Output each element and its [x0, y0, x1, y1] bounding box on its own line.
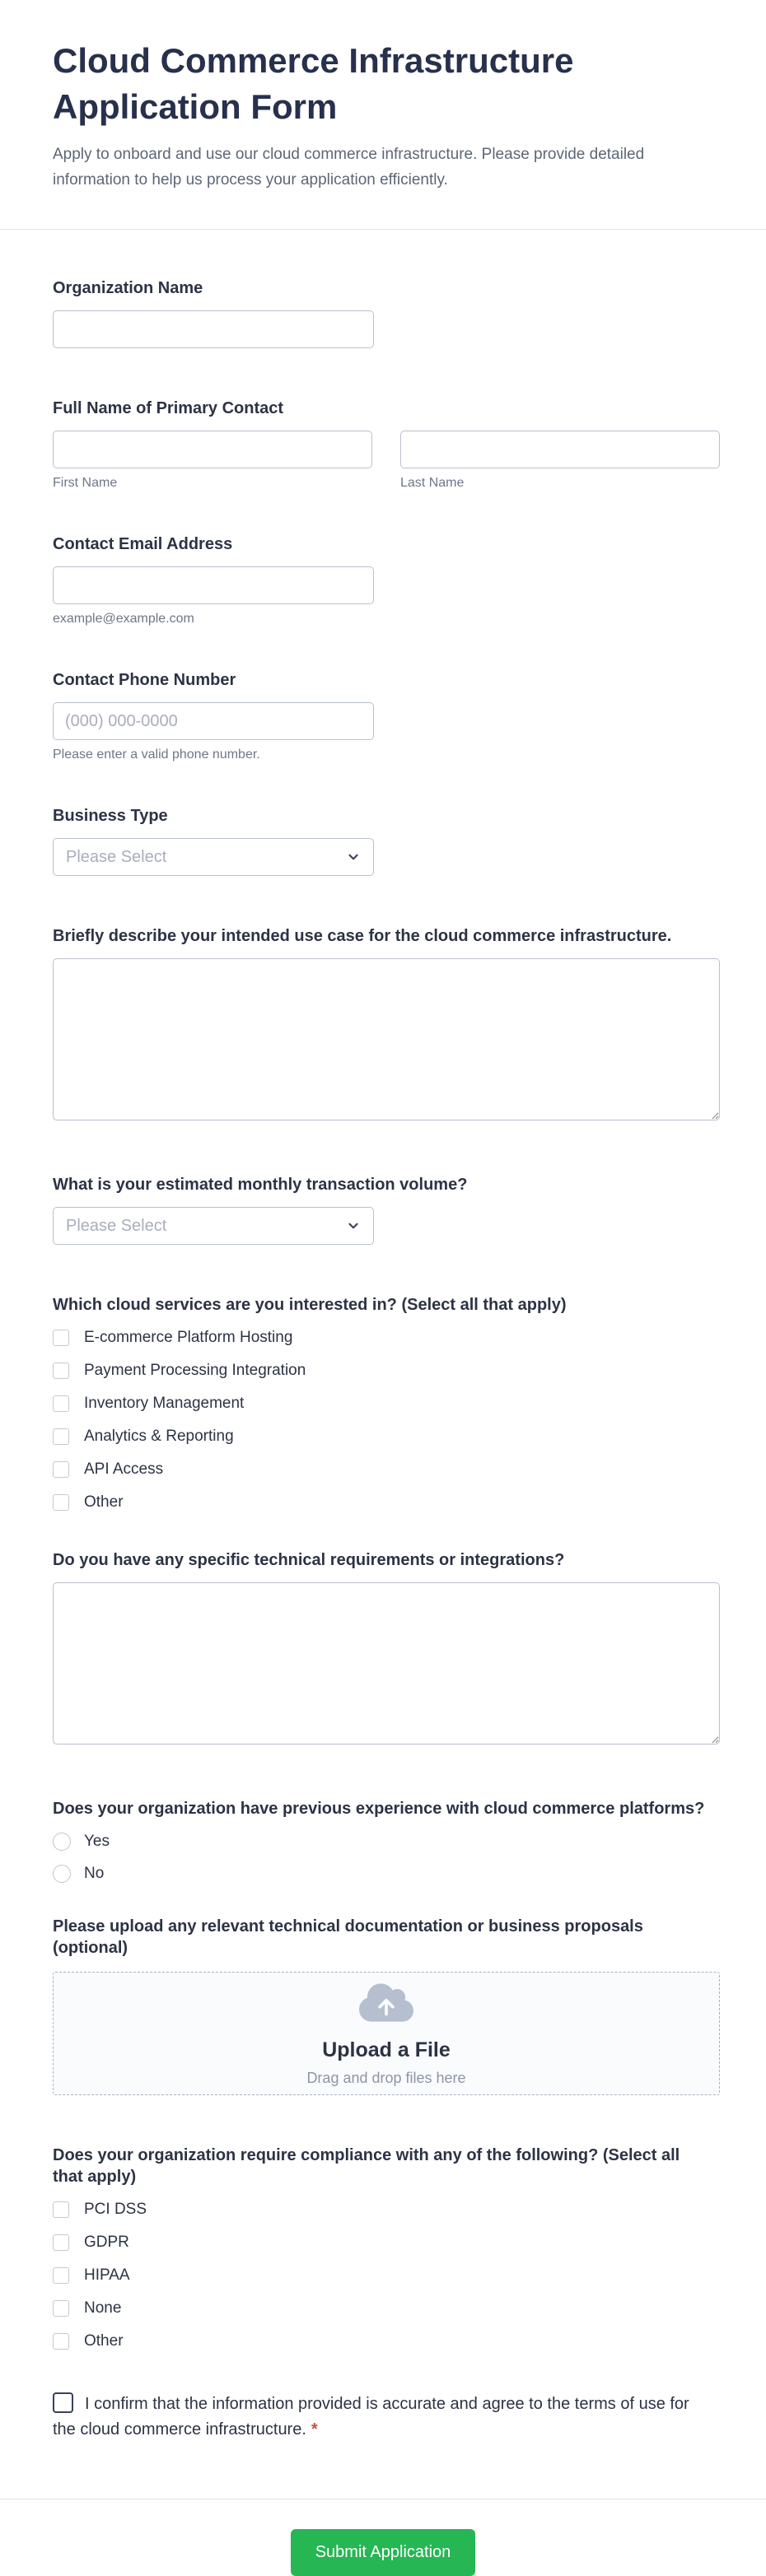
upload-button-title: Upload a File — [322, 2038, 451, 2061]
question-compliance — [53, 2145, 720, 2350]
pci-dss-checkbox[interactable] — [53, 2201, 69, 2218]
question-tech-requirements — [53, 1549, 720, 1749]
cloud-services-option-row — [53, 1362, 720, 1380]
question-organization-name — [53, 277, 720, 348]
cloud-services-label: Which cloud services are you interested in? (Select all that apply) — [53, 1296, 567, 1314]
chevron-down-icon — [346, 850, 361, 864]
checkbox-label: PCI DSS — [84, 2201, 147, 2218]
compliance-option-row — [53, 2299, 720, 2317]
question-business-type — [53, 805, 720, 876]
hipaa-checkbox[interactable] — [53, 2267, 69, 2284]
confirm-terms-checkbox[interactable] — [53, 2392, 73, 2413]
first-name-input[interactable] — [53, 431, 372, 468]
experience-option-row — [53, 1833, 720, 1851]
full-name-label: Full Name of Primary Contact — [53, 399, 284, 417]
other-service-checkbox[interactable] — [53, 1494, 69, 1511]
cloud-services-option-row — [53, 1460, 720, 1479]
analytics-reporting-checkbox[interactable] — [53, 1428, 69, 1445]
question-email — [53, 533, 720, 627]
experience-yes-radio[interactable] — [53, 1833, 71, 1851]
question-full-name — [53, 398, 720, 491]
required-asterisk: * — [311, 2420, 318, 2439]
checkbox-label: None — [84, 2299, 122, 2317]
upload-label: Please upload any relevant technical documentation or business proposals (optional) — [53, 1917, 643, 1957]
question-use-case — [53, 925, 720, 1125]
ecommerce-hosting-checkbox[interactable] — [53, 1330, 69, 1346]
checkbox-label: API Access — [84, 1460, 164, 1478]
phone-hint: Please enter a valid phone number. — [53, 748, 260, 762]
page-subtitle: Apply to onboard and use our cloud commerce infrastructure. Please provide detailed information to help us process your application efficiently. — [53, 146, 645, 189]
checkbox-label: Analytics & Reporting — [84, 1428, 234, 1445]
transaction-volume-select[interactable] — [53, 1207, 374, 1245]
form-body — [0, 230, 766, 2443]
last-name-sublabel: Last Name — [400, 476, 465, 490]
radio-label: No — [84, 1865, 105, 1882]
business-type-selected-value: Please Select — [66, 847, 167, 866]
compliance-option-row — [53, 2234, 720, 2252]
checkbox-label: Payment Processing Integration — [84, 1362, 306, 1379]
cloud-services-option-row — [53, 1395, 720, 1413]
question-experience — [53, 1798, 720, 1883]
gdpr-checkbox[interactable] — [53, 2234, 69, 2251]
business-type-select[interactable] — [53, 838, 374, 876]
api-access-checkbox[interactable] — [53, 1461, 69, 1478]
radio-label: Yes — [84, 1833, 110, 1850]
none-checkbox[interactable] — [53, 2300, 69, 2317]
use-case-label: Briefly describe your intended use case for the cloud commerce infrastructure. — [53, 927, 672, 945]
confirm-terms-label: I confirm that the information provided is accurate and agree to the terms of use for the cloud commerce infrastructure. — [53, 2395, 689, 2439]
first-name-sublabel: First Name — [53, 476, 118, 490]
checkbox-label: Inventory Management — [84, 1395, 245, 1412]
payment-processing-checkbox[interactable] — [53, 1363, 69, 1379]
question-phone — [53, 669, 720, 762]
last-name-input[interactable] — [400, 431, 720, 468]
compliance-option-row — [53, 2332, 720, 2350]
phone-input[interactable] — [53, 702, 374, 740]
question-transaction-volume — [53, 1174, 720, 1245]
cloud-services-option-row — [53, 1329, 720, 1347]
page-title: Cloud Commerce Infrastructure Application Form — [53, 41, 574, 126]
transaction-volume-label: What is your estimated monthly transaction volume? — [53, 1176, 468, 1194]
checkbox-label: GDPR — [84, 2234, 129, 2251]
upload-drop-hint: Drag and drop files here — [306, 2069, 466, 2086]
cloud-services-option-row — [53, 1428, 720, 1446]
phone-label: Contact Phone Number — [53, 671, 236, 689]
checkbox-label: E-commerce Platform Hosting — [84, 1329, 293, 1346]
organization-name-label: Organization Name — [53, 279, 203, 297]
chevron-down-icon — [346, 1218, 361, 1233]
business-type-label: Business Type — [53, 807, 168, 825]
question-cloud-services — [53, 1294, 720, 1512]
other-compliance-checkbox[interactable] — [53, 2333, 69, 2350]
tech-requirements-textarea[interactable] — [53, 1582, 720, 1745]
question-confirm-terms — [53, 2392, 695, 2443]
email-input[interactable] — [53, 566, 374, 604]
email-hint: example@example.com — [53, 612, 194, 626]
experience-no-radio[interactable] — [53, 1865, 71, 1883]
compliance-option-row — [53, 2266, 720, 2285]
submit-application-button[interactable]: Submit Application — [291, 2529, 476, 2576]
compliance-label: Does your organization require compliance with any of the following? (Select all that apply) — [53, 2146, 680, 2186]
checkbox-label: Other — [84, 2332, 124, 2350]
tech-requirements-label: Do you have any specific technical requirements or integrations? — [53, 1551, 565, 1569]
file-upload-dropzone[interactable] — [53, 1972, 720, 2095]
cloud-services-option-row — [53, 1493, 720, 1512]
organization-name-input[interactable] — [53, 310, 374, 348]
checkbox-label: HIPAA — [84, 2266, 130, 2284]
question-upload — [53, 1916, 720, 2095]
experience-option-row — [53, 1865, 720, 1883]
experience-label: Does your organization have previous experience with cloud commerce platforms? — [53, 1800, 705, 1818]
form-footer — [0, 2499, 766, 2576]
inventory-management-checkbox[interactable] — [53, 1395, 69, 1412]
transaction-volume-selected-value: Please Select — [66, 1216, 167, 1235]
compliance-option-row — [53, 2201, 720, 2219]
form-header — [0, 0, 766, 230]
cloud-upload-icon — [359, 1981, 413, 2029]
email-label: Contact Email Address — [53, 535, 233, 553]
checkbox-label: Other — [84, 1493, 124, 1511]
use-case-textarea[interactable] — [53, 958, 720, 1120]
